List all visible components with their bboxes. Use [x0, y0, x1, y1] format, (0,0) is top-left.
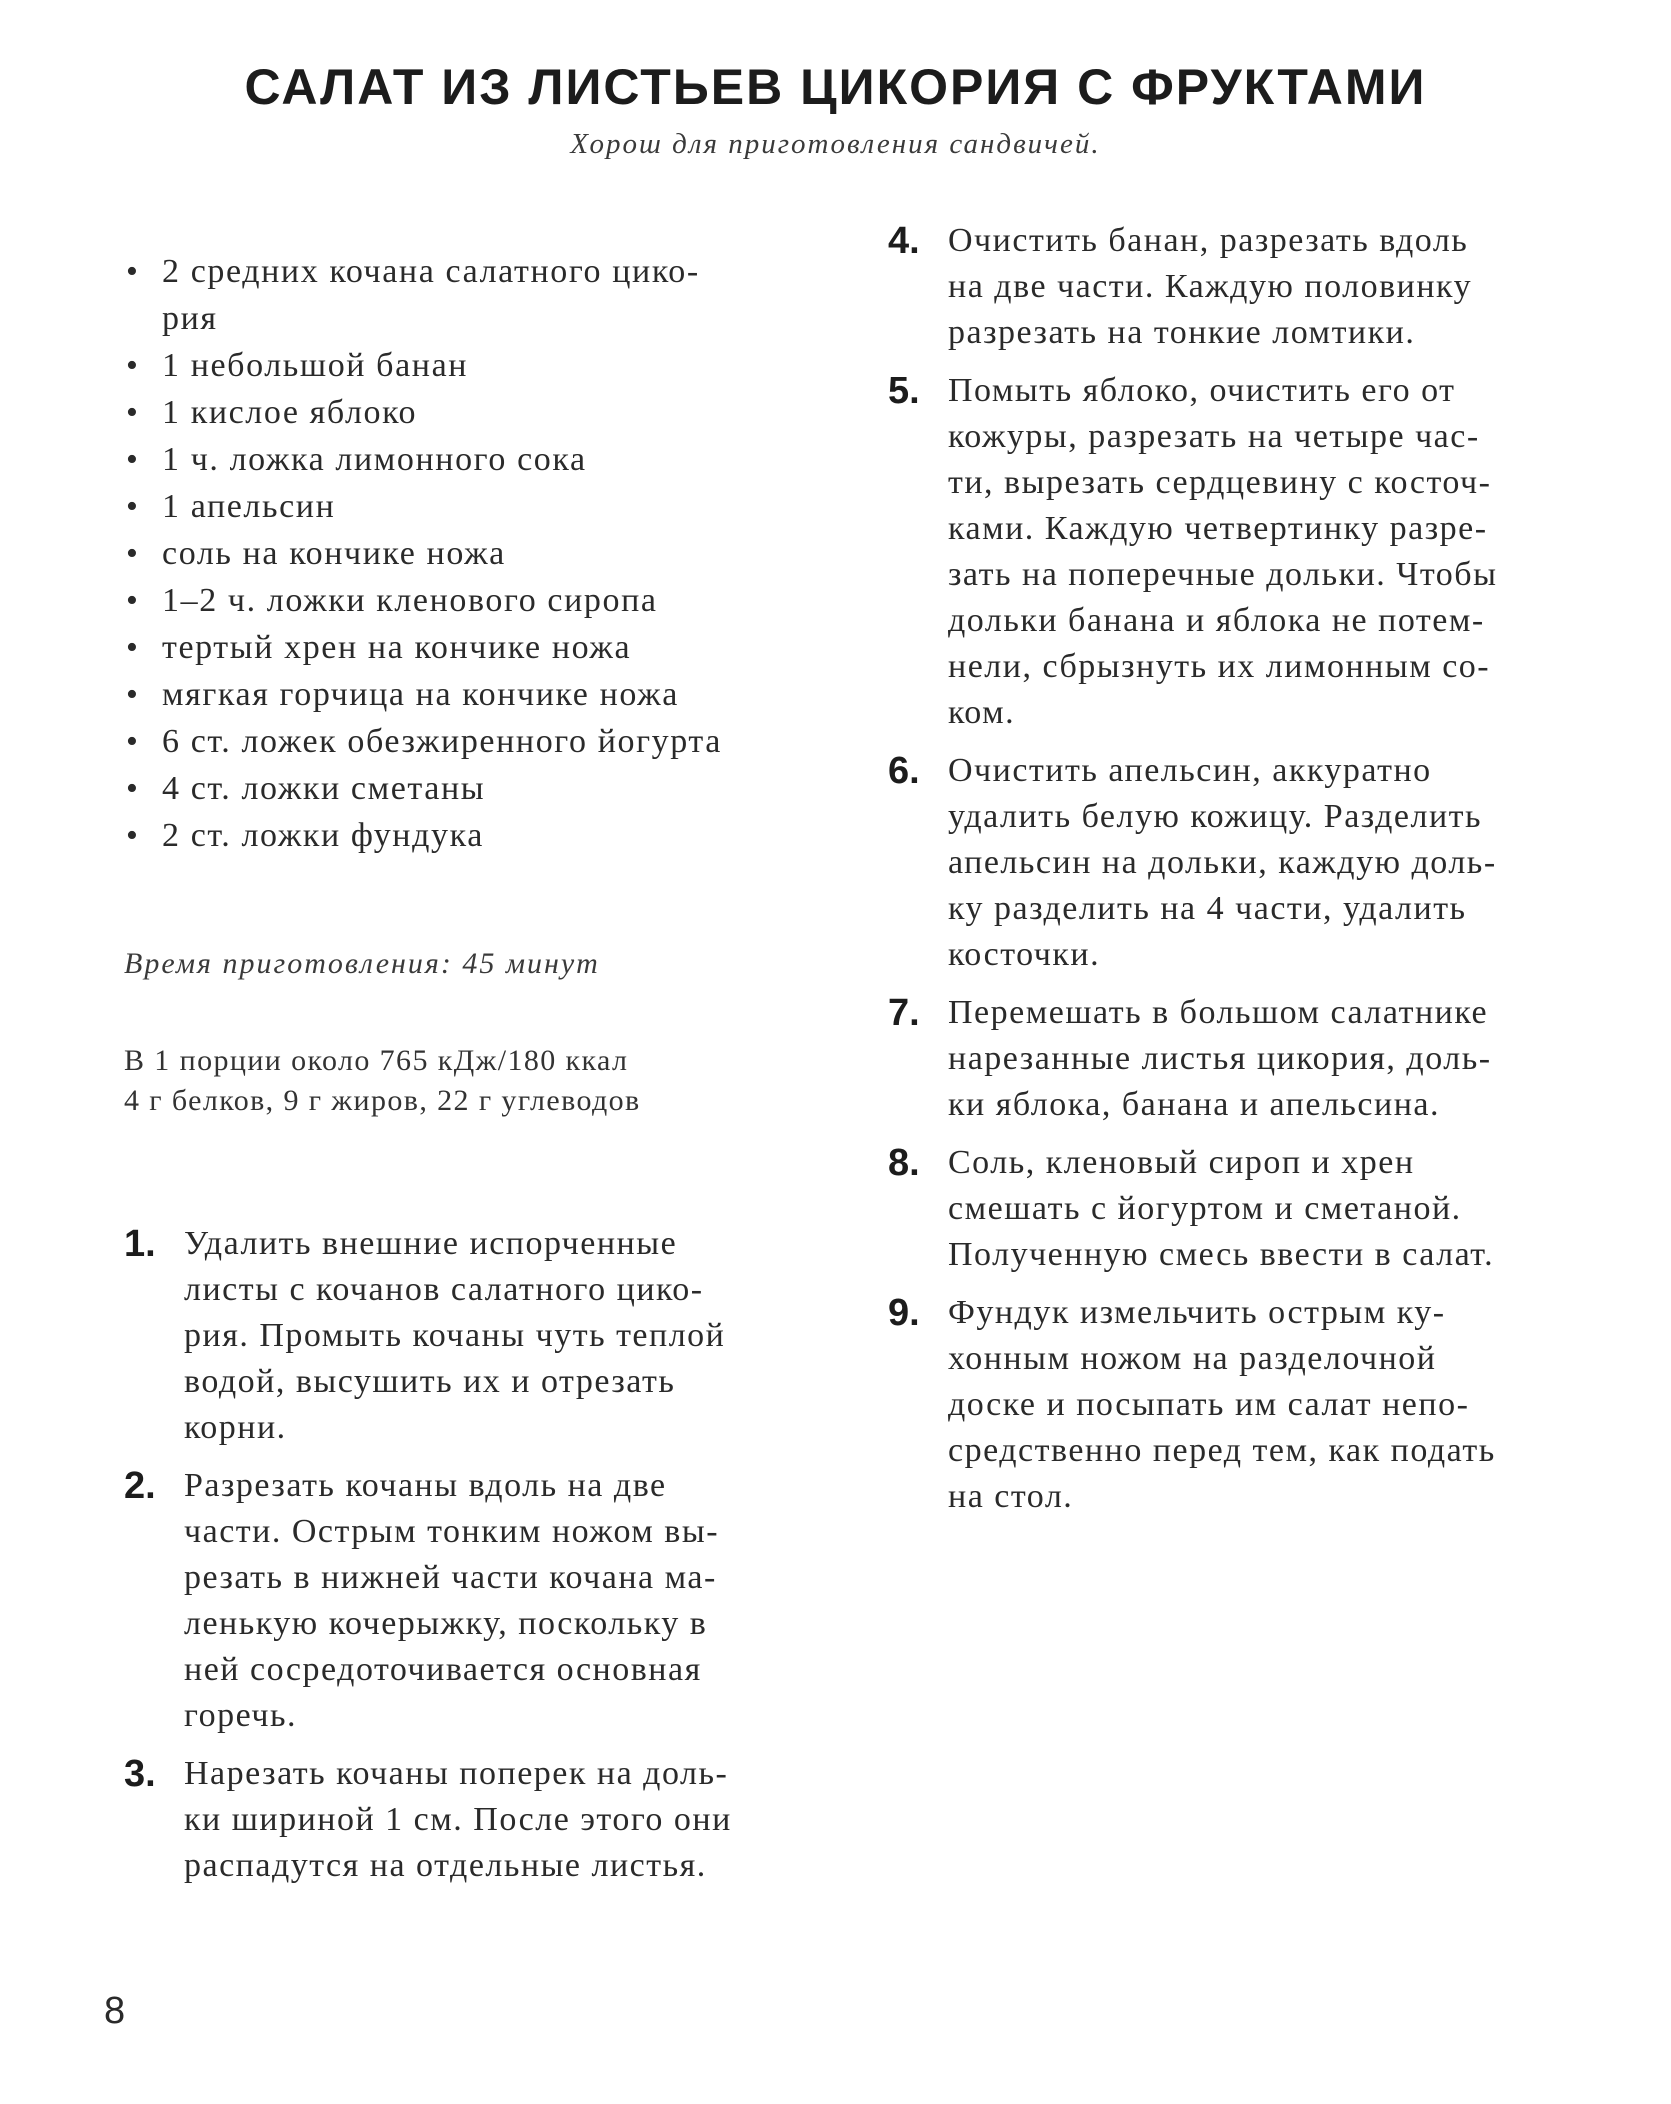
ingredient-item: • 1 небольшой банан: [124, 342, 844, 389]
step-line: хонным ножом на разделочной: [948, 1340, 1437, 1377]
left-column: [124, 248, 844, 1901]
step-line: Фундук измельчить острым ку-: [948, 1294, 1446, 1331]
step-line: на две части. Каждую половинку: [948, 268, 1473, 305]
step-text: [948, 1290, 1628, 1520]
ingredient-item: • 6 ст. ложек обезжиренного йогурта: [124, 718, 844, 765]
step-line: листы с кочанов салатного цико-: [184, 1271, 704, 1308]
step-line: Разрезать кочаны вдоль на две: [184, 1467, 667, 1504]
ingredient-item: • тертый хрен на кончике ножа: [124, 624, 844, 671]
step-number: 6.: [888, 750, 920, 792]
ingredient-item: • 1 апельсин: [124, 483, 844, 530]
step-number: 9.: [888, 1292, 920, 1334]
step-line: рия. Промыть кочаны чуть теплой: [184, 1317, 726, 1354]
page-number: 8: [104, 1990, 126, 2032]
step-line: распадутся на отдельные листья.: [184, 1847, 707, 1884]
step-line: апельсин на дольки, каждую доль-: [948, 844, 1497, 881]
ingredient-item: • мягкая горчица на кончике ножа: [124, 671, 844, 718]
step-item: [124, 1221, 844, 1451]
ingredient-list: [124, 248, 844, 859]
ingredient-item: • 1 кислое яблоко: [124, 389, 844, 436]
step-number: 8.: [888, 1142, 920, 1184]
step-line: ками. Каждую четвертинку разре-: [948, 510, 1488, 547]
step-line: средственно перед тем, как подать: [948, 1432, 1496, 1469]
step-line: водой, высушить их и отрезать: [184, 1363, 676, 1400]
step-line: дольки банана и яблока не потем-: [948, 602, 1485, 639]
step-number: 4.: [888, 220, 920, 262]
step-line: части. Острым тонким ножом вы-: [184, 1513, 720, 1550]
ingredient-item: • 1–2 ч. ложки кленового сиропа: [124, 577, 844, 624]
step-text: [948, 748, 1628, 978]
step-text: [948, 368, 1628, 736]
step-line: ком.: [948, 694, 1016, 731]
step-line: ку разделить на 4 части, удалить: [948, 890, 1467, 927]
step-line: Очистить апельсин, аккуратно: [948, 752, 1432, 789]
step-line: нели, сбрызнуть их лимонным со-: [948, 648, 1491, 685]
step-number: 3.: [124, 1753, 156, 1795]
step-line: резать в нижней части кочана ма-: [184, 1559, 717, 1596]
step-line: ки яблока, банана и апельсина.: [948, 1086, 1440, 1123]
step-line: на стол.: [948, 1478, 1074, 1515]
ingredient-item: • 1 ч. ложка лимонного сока: [124, 436, 844, 483]
ingredient-item: [124, 248, 844, 342]
prep-time: Время приготовления: 45 минут: [124, 947, 600, 980]
step-item: [888, 368, 1628, 736]
step-line: смешать с йогуртом и сметаной.: [948, 1190, 1462, 1227]
ingredient-item: • соль на кончике ножа: [124, 530, 844, 577]
nutrition-info: [124, 1041, 844, 1121]
step-number: 1.: [124, 1223, 156, 1265]
recipe-title: САЛАТ ИЗ ЛИСТЬЕВ ЦИКОРИЯ С ФРУКТАМИ: [244, 59, 1427, 115]
step-number: 7.: [888, 992, 920, 1034]
nutrition-line: В 1 порции около 765 кДж/180 ккал: [124, 1044, 629, 1077]
step-item: [124, 1751, 844, 1889]
step-item: [124, 1463, 844, 1739]
step-line: Очистить банан, разрезать вдоль: [948, 222, 1469, 259]
step-line: Нарезать кочаны поперек на доль-: [184, 1755, 729, 1792]
step-line: Удалить внешние испорченные: [184, 1225, 678, 1262]
step-line: кожуры, разрезать на четыре час-: [948, 418, 1480, 455]
step-line: горечь.: [184, 1697, 297, 1734]
ingredient-item: • 4 ст. ложки сметаны: [124, 765, 844, 812]
step-line: ней сосредоточивается основная: [184, 1651, 702, 1688]
step-line: корни.: [184, 1409, 287, 1446]
step-text: [184, 1463, 844, 1739]
step-text: [948, 990, 1628, 1128]
steps-left: [124, 1221, 844, 1889]
step-line: ти, вырезать сердцевину с косточ-: [948, 464, 1492, 501]
recipe-subtitle: Хорош для приготовления сандвичей.: [570, 128, 1101, 160]
step-text: [184, 1221, 844, 1451]
ingredient-item: • 2 ст. ложки фундука: [124, 812, 844, 859]
right-column: [888, 218, 1628, 1532]
step-item: [888, 990, 1628, 1128]
step-line: нарезанные листья цикория, доль-: [948, 1040, 1492, 1077]
step-line: доске и посыпать им салат непо-: [948, 1386, 1470, 1423]
step-line: косточки.: [948, 936, 1101, 973]
step-line: разрезать на тонкие ломтики.: [948, 314, 1416, 351]
step-item: [888, 748, 1628, 978]
step-item: [888, 218, 1628, 356]
step-text: [948, 218, 1628, 356]
step-line: Перемешать в большом салатнике: [948, 994, 1489, 1031]
step-item: [888, 1290, 1628, 1520]
step-line: Полученную смесь ввести в салат.: [948, 1236, 1495, 1273]
step-line: удалить белую кожицу. Разделить: [948, 798, 1483, 835]
step-line: ленькую кочерыжку, поскольку в: [184, 1605, 708, 1642]
step-item: [888, 1140, 1628, 1278]
step-line: Соль, кленовый сироп и хрен: [948, 1144, 1415, 1181]
step-line: Помыть яблоко, очистить его от: [948, 372, 1456, 409]
step-number: 5.: [888, 370, 920, 412]
step-line: зать на поперечные дольки. Чтобы: [948, 556, 1498, 593]
ingredient-text: 2 средних кочана салатного цико-: [162, 253, 700, 290]
steps-right: [888, 218, 1628, 1520]
step-text: [184, 1751, 844, 1889]
step-number: 2.: [124, 1465, 156, 1507]
step-line: ки шириной 1 см. После этого они: [184, 1801, 732, 1838]
nutrition-line: 4 г белков, 9 г жиров, 22 г углеводов: [124, 1084, 641, 1117]
step-text: [948, 1140, 1628, 1278]
ingredient-text: рия: [162, 300, 218, 337]
